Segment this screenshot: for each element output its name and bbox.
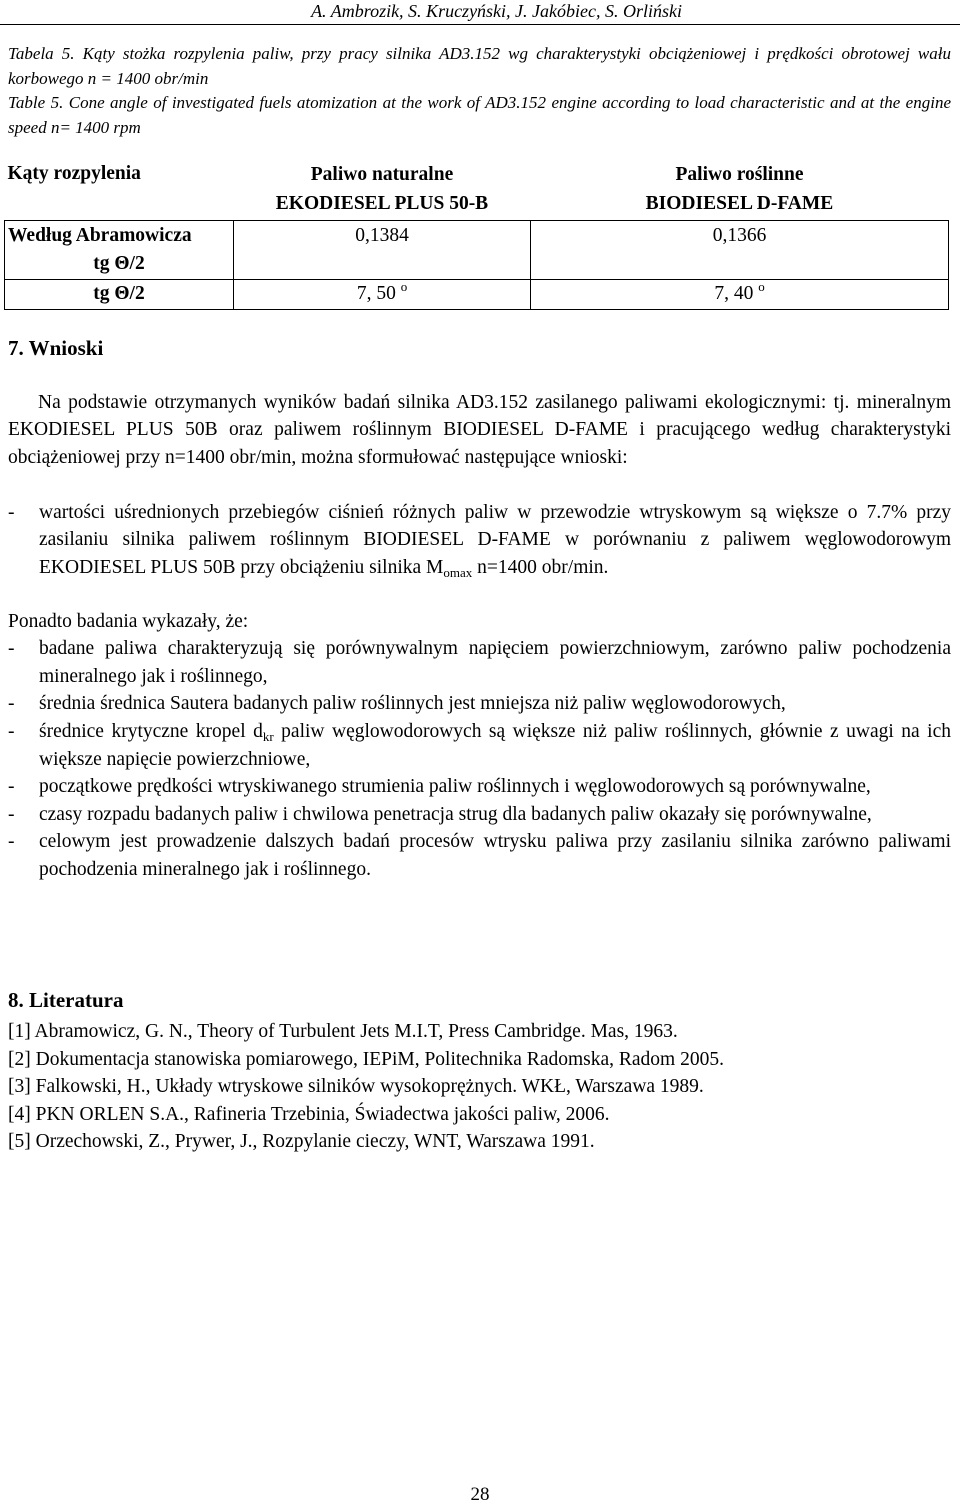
reference-item: [4] PKN ORLEN S.A., Rafineria Trzebinia, Świadectwa jakości paliw, 2006. (8, 1103, 610, 1125)
header-cell-angles: Kąty rozpylenia (7, 163, 141, 184)
header-cell-plant-fuel (531, 158, 949, 221)
table-caption-polish (8, 42, 951, 91)
finding-6: celowym jest prowadzenie dalszych badań procesów wtrysku paliwa przy zasilaniu silnika zarówno paliwami pochodzenia mineralnego jak i roślinnego. (39, 831, 951, 880)
list-item (8, 801, 951, 828)
bullet-dash: - (8, 720, 15, 742)
finding-4: początkowe prędkości wtryskiwanego strumienia paliw roślinnych i węglowodorowych są porównywalne, (39, 776, 871, 798)
spray-angle-table (4, 158, 949, 310)
table-header-row (5, 158, 949, 221)
cell-tg-plant (531, 280, 949, 310)
row-label-tg: tg Θ/2 (5, 280, 234, 310)
further-intro: Ponadto badania wykazały, że: (8, 611, 249, 632)
finding-1: badane paliwa charakteryzują się porównywalnym napięciem powierzchniowym, zarówno paliw pochodzenia mineralnego jak i roślinnego, (39, 638, 951, 687)
degree-superscript: o (400, 279, 408, 294)
list-item (8, 635, 951, 690)
reference-item: [3] Falkowski, H., Układy wtryskowe silników wysokoprężnych. WKŁ, Warszawa 1989. (8, 1076, 704, 1097)
list-item (8, 718, 951, 774)
bullet-dash: - (8, 776, 15, 798)
header-natural-line2: EKODIESEL PLUS 50-B (275, 193, 489, 214)
reference-item: [2] Dokumentacja stanowiska pomiarowego, IEPiM, Politechnika Radomska, Radom 2005. (8, 1048, 724, 1070)
bullet1-tail: n=1400 obr/min. (472, 556, 609, 578)
header-rule (0, 24, 960, 25)
bullet-text (39, 499, 951, 582)
section-title-conclusions: 7. Wnioski (8, 336, 104, 360)
caption-en-text: Table 5. Cone angle of investigated fuels atomization at the work of AD3.152 engine according to load characteristic and at the engine speed n= 1400 rpm (8, 93, 951, 137)
finding-3-subscript: kr (262, 728, 274, 744)
degree-superscript: o (758, 279, 765, 294)
row-label-abramowicz (5, 221, 234, 280)
table-row-abramowicz (5, 221, 949, 280)
bullet-dash: - (8, 831, 15, 853)
table-row-tg (5, 280, 949, 310)
reference-item: [1] Abramowicz, G. N., Theory of Turbulent Jets M.I.T, Press Cambridge. Mas, 1963. (8, 1021, 678, 1042)
finding-2: średnia średnica Sautera badanych paliw roślinnych jest mniejsza niż paliw węglowodorowych, (39, 693, 786, 715)
conclusions-intro: Na podstawie otrzymanych wyników badań silnika AD3.152 zasilanego paliwami ekologicznymi: tj. mineralnym EKODIESEL PLUS 50B oraz paliwem roślinnym BIODIESEL D-FAME i pracującego według charakterystyki obciążeniowej przy n=1400 obr/min, można sformułować następujące wnioski: (8, 392, 951, 468)
list-item (8, 828, 951, 883)
bullet1-text: wartości uśrednionych przebiegów ciśnień różnych paliw w przewodzie wtryskowym są większe o 7.7% przy zasilaniu silnika paliwem roślinnym BIODIESEL D-FAME w porównaniu z paliwem węglowodorowym EKODIESEL PLUS 50B przy obciążeniu silnika M (39, 502, 951, 578)
header-cell-natural-fuel (234, 158, 531, 221)
running-header-authors: A. Ambrozik, S. Kruczyński, J. Jakóbiec, S. Orliński (311, 1, 682, 21)
bullet-dash: - (8, 502, 15, 523)
cell-tg-natural (234, 280, 531, 310)
caption-pl-text: Tabela 5. Kąty stożka rozpylenia paliw, przy pracy silnika AD3.152 wg charakterystyki obciążeniowej i prędkości obrotowej wału korbowego n = 1400 obr/min (8, 44, 951, 88)
page-number: 28 (470, 1484, 490, 1505)
finding-3-tail: paliw węglowodorowych są większe niż paliw roślinnych, głównie z uwagi na ich większe napięcie powierzchniowe, (39, 720, 951, 771)
reference-list (8, 1018, 724, 1156)
list-item (8, 499, 951, 582)
finding-3-text: średnice krytyczne kropel d (39, 720, 263, 742)
header-natural-line1: Paliwo naturalne (310, 164, 454, 185)
row-label-abramowicz-line2: tg Θ/2 (93, 253, 145, 274)
reference-item: [5] Orzechowski, Z., Prywer, J., Rozpylanie cieczy, WNT, Warszawa 1991. (8, 1131, 595, 1152)
header-plant-line1: Paliwo roślinne (675, 164, 804, 185)
table-caption-english (8, 91, 951, 140)
section-title-literature: 8. Literatura (8, 988, 124, 1012)
cell-abramowicz-natural: 0,1384 (234, 221, 531, 280)
bullet1-subscript: omax (443, 564, 473, 580)
cell-tg-plant-value: 7, 40 (714, 283, 754, 304)
header-plant-line2: BIODIESEL D-FAME (645, 193, 834, 214)
finding-3 (39, 718, 951, 774)
list-item (8, 773, 951, 800)
bullet-dash: - (8, 803, 15, 825)
bullet-dash: - (8, 693, 15, 715)
list-item (8, 690, 951, 717)
finding-5: czasy rozpadu badanych paliw i chwilowa penetracja strug dla badanych paliw okazały się porównywalne, (39, 803, 872, 825)
cell-abramowicz-plant: 0,1366 (531, 221, 949, 280)
conclusion-bullet-1 (8, 499, 951, 582)
cell-tg-natural-value: 7, 50 (356, 283, 396, 304)
further-findings (8, 608, 951, 883)
bullet-dash: - (8, 638, 15, 660)
row-label-abramowicz-line1: Według Abramowicza (8, 225, 192, 246)
